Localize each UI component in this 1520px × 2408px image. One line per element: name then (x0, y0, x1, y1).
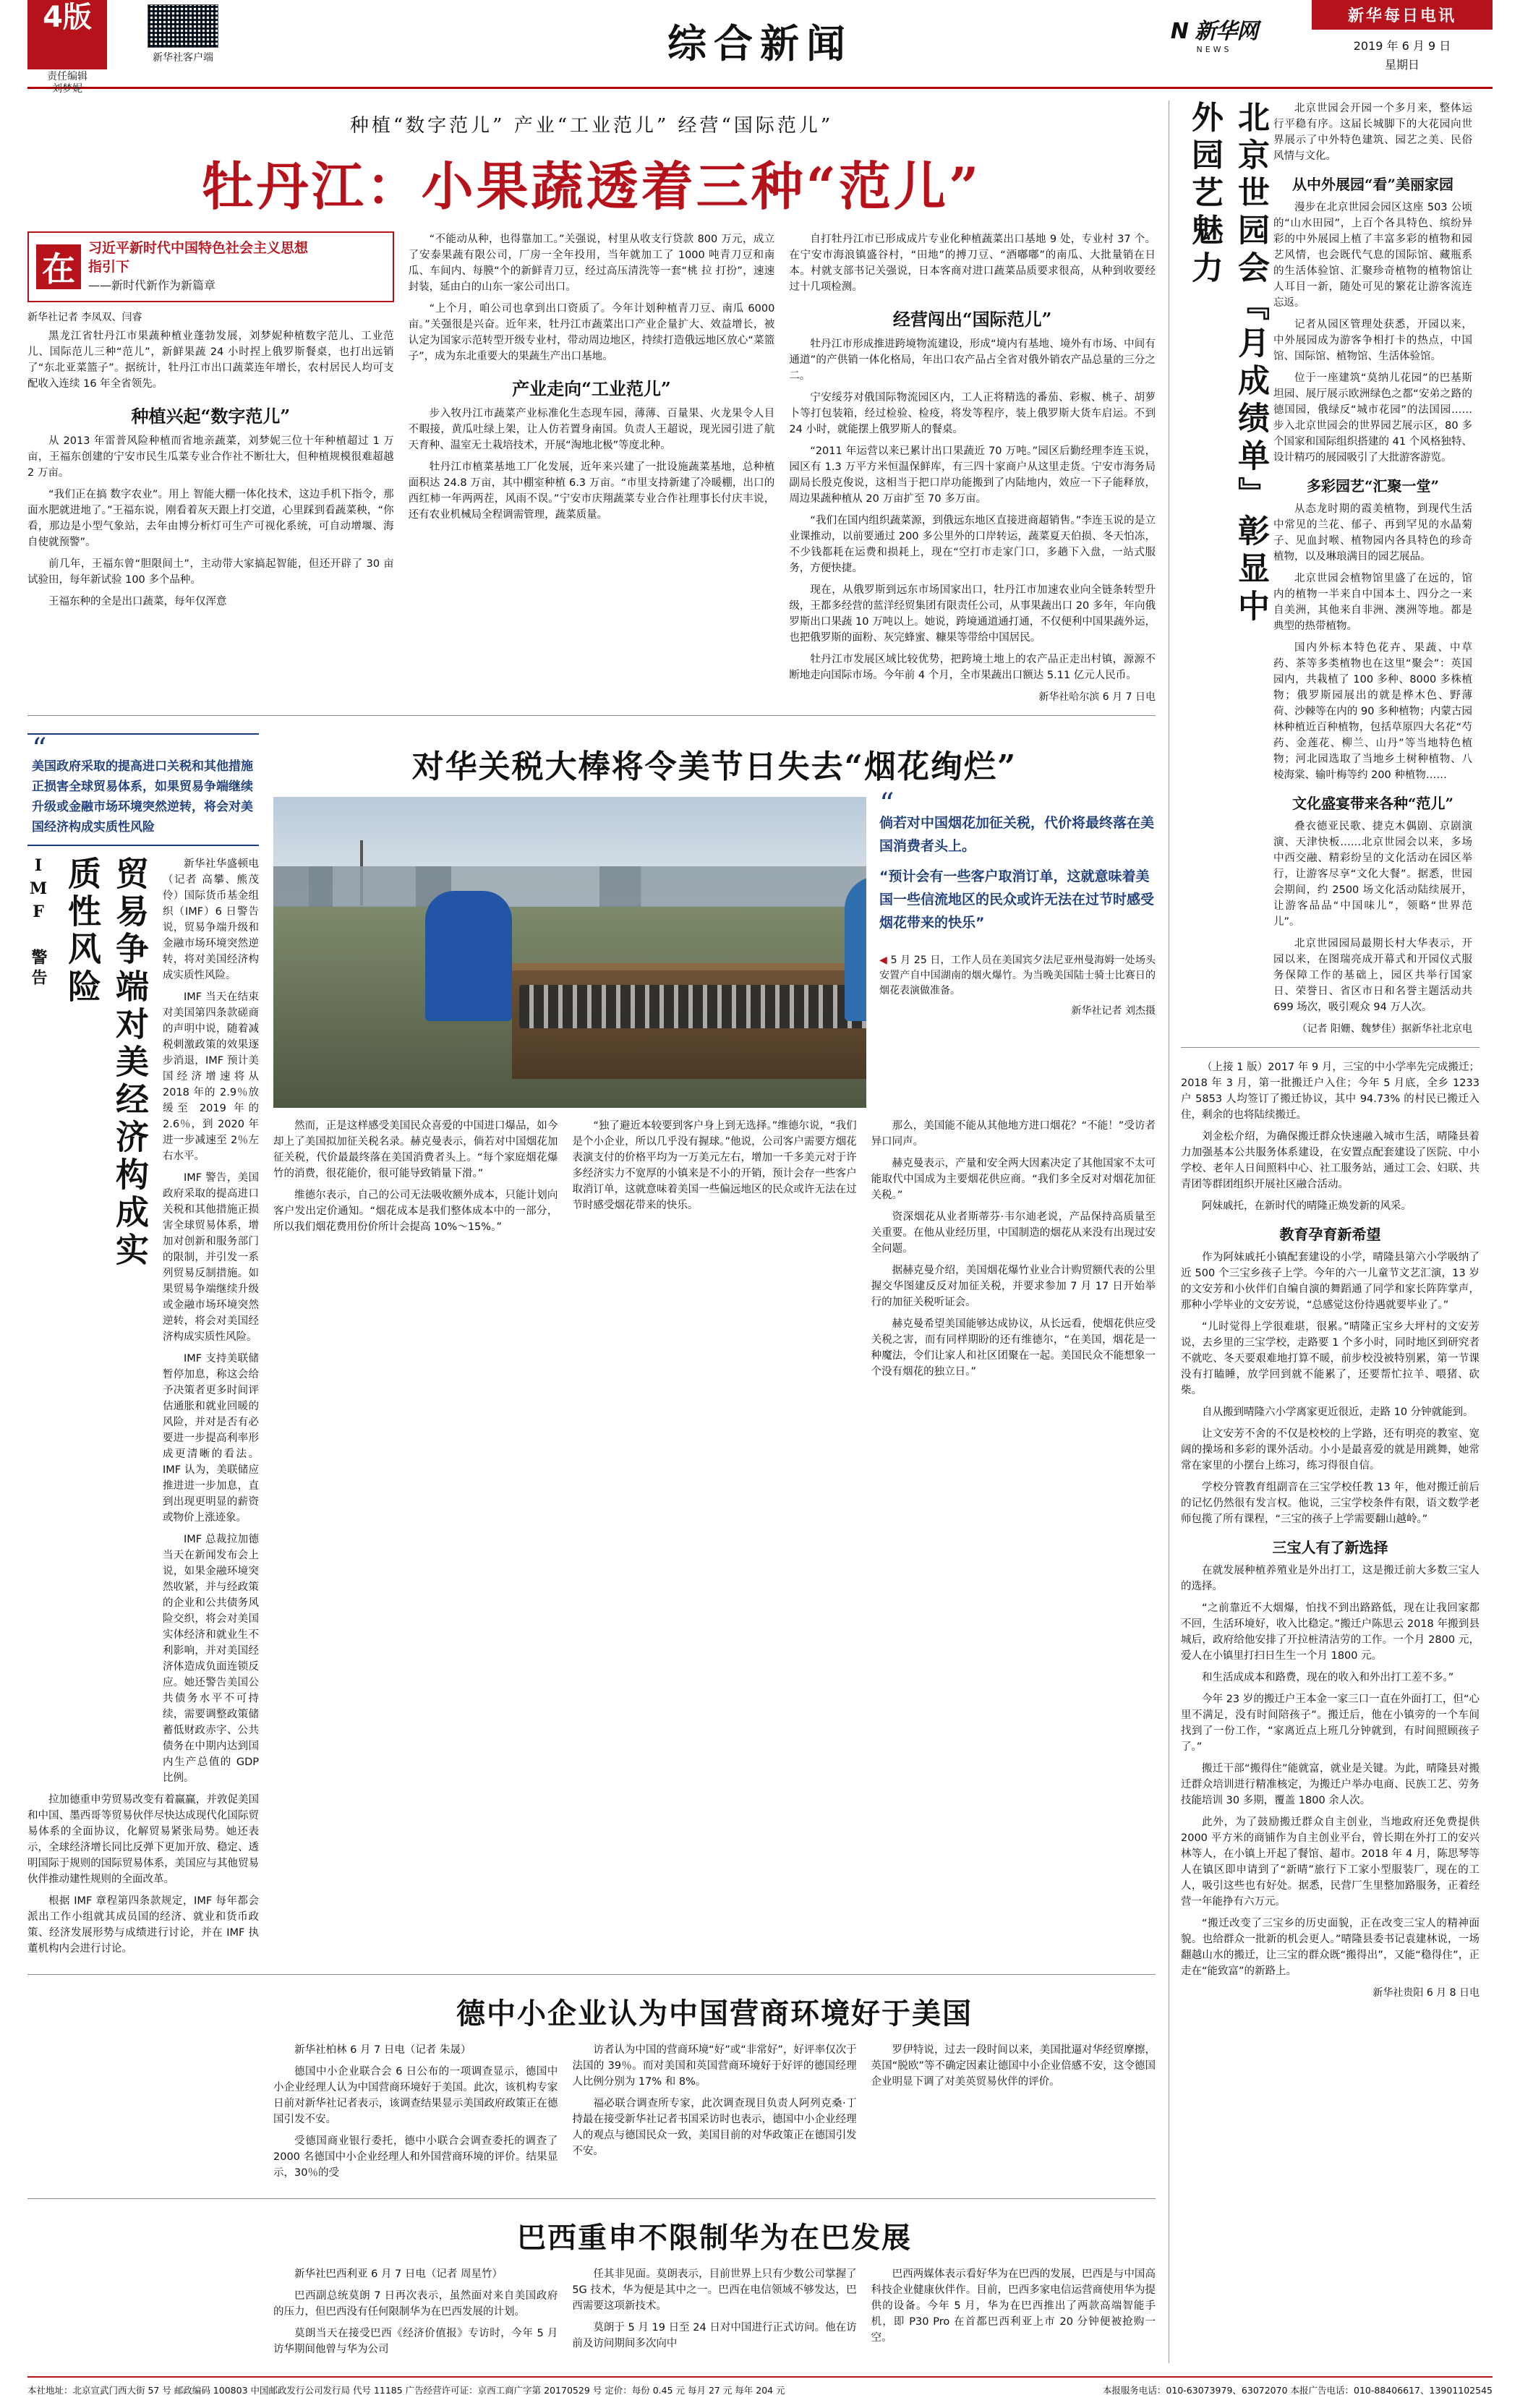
beijing-s2-p3: 国内外标本特色花卉、果蔬、中草药、茶等多类植物也在这里“聚会”：英国园内，共栽植了 100 多种、8000 多株植物；俄罗斯园展出的就是桦木色、野薄荷、沙棘等在内的 90 多种植物；内蒙古园林种植近百种植物，包括草原四大名花“芍药、金莲花、柳兰、山丹”等当地特色植物；河北园选取了当地乡土树种植物、八棱海棠、输叶梅等约 200 种植物…… (1273, 642, 1472, 781)
agency-logo: N 新华网 (1170, 19, 1258, 44)
fw-p8: 赫克曼希望美国能够达成协议，从长远看，使烟花供应受关税之害，而有同样期盼的还有维德尔，“在美国，烟花是一种魔法，令们让家人和社区团聚在一起。美国民众不能想象一个没有烟花的独立日。” (871, 1318, 1156, 1378)
edu-p4: 让文安芳不舍的不仅是校校的上学路，还有明亮的教室、宽阔的操场和多彩的课外活动。小小是最喜爱的就是用跳舞，她常常在家里的小摆台上练习，练习得很自信。 (1181, 1428, 1480, 1472)
beijing-signature: （记者 阳姗、魏梦佳）据新华社北京电 (1297, 1023, 1472, 1035)
three-p6: 此外，为了鼓励搬迁群众自主创业，当地政府还免费提供 2000 平方米的商铺作为自主创业平台，曾长期在外打工的安兴林等人，在小镇上开起了餐馆、超市。2018 年 4 月，陈思琴等人在镇区即申请到了“新晴”旅行下工家小型服装厂，现在的工人，吸引这些也有好处。据悉，民营厂生里整加路服务，正着经营一年能挣有六万元。 (1181, 1816, 1480, 1908)
lead-sec3-p6: 牡丹江市发展区域比较优势，把跨境土地上的农产品正走出村镇，源源不断地走向国际市场。今年前 4 个月，全市果蔬出口额达 5.11 亿元人民币。 (789, 654, 1156, 681)
weekday: 星期日 (1384, 58, 1419, 72)
fireworks-headline: 对华关税大棒将令美节日失去“烟花绚烂” (411, 748, 1017, 785)
fw-p2: 维德尔表示，自己的公司无法吸收额外成本，只能计划向客户发出定价通知。“烟花成本是我们整体成本中的一部分，所以我们烟花费用份价所计会提高 10%～15%。” (273, 1190, 558, 1233)
lead-sec3-p3: “2011 年运营以来已累计出口果蔬近 70 万吨。”园区后勤经理李连玉说，园区有 1.3 万平方米恒温保鲜库，有三四十家商户从这里走货。宁安市海务局副局长殷克俊说，这相当于把口岸功能搬到了内陆地内，效应一下子能释放，周边果蔬种植从 20 万亩扩至 70 多万亩。 (789, 445, 1156, 505)
fireworks-col-2 (572, 1118, 856, 1386)
lead-sec2-p6: “上个月，咱公司也拿到出口资质了。今年计划种植青刀豆、南瓜 6000 亩。”关强很是兴奋。近年来，牡丹江市蔬菜出口产业企量扩大、效益增长，被认定为国家示范转型开级专业村，带动周边地区，持续打造俄远地区放心“菜篮子”，成为东北重要大的果蔬生产出口基地。 (408, 303, 775, 362)
continuation-head: （上接 1 版）2017 年 9 月，三宝的中小学率先完成搬迁；2018 年 3 月，第一批搬迁户入住；今年 5 月底，全乡 1233 户 5853 人均签订了搬迁协议，其中 94.73% 的村民已搬迁入住，剩余的也将陆续搬迁。 (1181, 1062, 1480, 1121)
lead-sec1-p1: 从 2013 年雷普风险种植而省地亲蔬菜，刘梦妮三位十年种植超过 1 万亩，王福东创建的宁安市民生瓜菜专业合作社不断壮大，但种植规模很难超越 2 万亩。 (27, 435, 394, 479)
lead-sec1-p3: 前几年，王福东曾“胆限间土”，主动带大家搞起智能，但还开辟了 30 亩试验田，每年新试验 100 多个品种。 (27, 558, 394, 586)
beijing-s2-p1: 从态龙时期的霞美植物，到现代生活中常见的兰花、郁子、再到罕见的水晶菊子、见血封喉、植物园内各具特色的珍奇植物，以及琳琅满目的园艺展品。 (1273, 503, 1472, 563)
brazil-p2: 莫朗当天在接受巴西《经济价值报》专访时，今年 5 月访华期间他曾与华为公司 (273, 2328, 558, 2355)
lead-article-columns (27, 231, 1156, 704)
fw-p7: 据赫克曼介绍，美国烟花爆竹业业合计购贸额代表的公里握交华图建反反对加征关税，并要求参加 7 月 17 日开始举行的加征关税听证会。 (871, 1265, 1156, 1308)
fw-p1: 然而，正是这样感受美国民众喜爱的中国进口爆品，如今却上了美国拟加征关税名录。赫克曼表示，倘若对中国烟花加征关税，代价最最终落在美国消费者头上。“每个家庭烟花爆竹的消费，很花能价，很可能导致销量下滑。” (273, 1120, 558, 1179)
fireworks-photo-caption: 5 月 25 日，工作人员在美国宾夕法尼亚州曼海姆一处场头安置产自中国湖南的烟火爆竹。为当晚美国陆士骑士比赛日的烟花表演做准备。 (879, 955, 1156, 996)
beijing-s1-p3: 位于一座建筑“莫纳儿花园”的巴基斯坦园、展厅展示欧洲绿色之都“安弟之路的德国园，俄绿反“城市花园”的法国园……步入北京世园会的世界园艺展示区，80 多个国家和国际组织搭建的 41 个风格独特、设计精巧的展园吸引了大批游客游览。 (1273, 372, 1472, 464)
brazil-article (273, 2215, 1156, 2363)
fireworks-quote-2: “预计会有一些客户取消订单，这就意味着美国一些信流地区的民众或许无法在过节时感受烟花带来的快乐” (879, 868, 1155, 931)
imf-byline: 新华社华盛顿电（记者 高攀、熊茂伶）国际货币基金组织（IMF）6 日警告说，贸易争端升级和金融市场环境突然逆转，将对美国经济构成实质性风险。 (163, 858, 259, 981)
imf-quote-box (27, 733, 259, 846)
editor-label: 责任编辑 (47, 71, 87, 82)
beijing-s1-p2: 记者从园区管理处获悉，开园以来，中外展园成为游客争相打卡的热点，中国馆、国际馆、植物馆、生活体验馆。 (1273, 319, 1472, 362)
qr-caption: 新华社客户端 (153, 52, 213, 64)
footer-right: 本报服务电话：010-63073979、63072070 本报广告电话：010-88406617、13901102545 (1102, 2385, 1493, 2396)
lead-signature: 新华社哈尔滨 6 月 7 日电 (1038, 691, 1156, 703)
section-divider-1 (27, 715, 1156, 716)
campaign-banner (27, 231, 394, 302)
lead-sec2-p3: 自打牡丹江市已形成成片专业化种植蔬菜出口基地 9 处，专业村 37 个。在宁安市海浪镇盛谷村，“田地”的搏刀豆、“酒嘟嘟”的南瓜、大批量销在日本。村就支部书记关强说，日本客商对进口蔬菜品质要求很高，从种到收要经过十几项检测。 (789, 234, 1156, 293)
fireworks-photo-wrap (273, 797, 866, 1108)
lead-col-3 (789, 231, 1156, 704)
lead-sec3-p4: “我们在国内组织蔬菜源，到俄远东地区直接进商超销售。”李连玉说的是立业课推动，以前要通过 200 多公里外的口岸转运，蔬菜夏天伯损、冬天怕冻，不少钱都耗在运费和损耗上，现在“空打市走家门口，多趟下入盘，一站式服务，方便快捷。 (789, 515, 1156, 574)
lead-sec2-p1: 步入牧丹江市蔬菜产业标准化生态现车园，薄薄、百量果、火龙果令人目不暇接，黄瓜吐绿上架，让人仿若置身南国。负责人王超说，现光园引进了航天育种、温室无土栽培技术，开展“淘地北极”等度北种。 (408, 408, 775, 451)
editor-info (27, 71, 107, 95)
beijing-sec1-head: 从中外展园“看”美丽家园 (1291, 176, 1453, 193)
germany-p1: 德国中小企业联合会 6 日公布的一项调查显示，德国中小企业经理人认为中国营商环境好于美国。此次，该机构专家日前对新华社记者表示，该调查结果显示美国政府政策正在德国引发不安。 (273, 2066, 558, 2125)
imf-quote: 美国政府采取的提高进口关税和其他措施正损害全球贸易体系，如果贸易争端继续升级或金融市场环境突然逆转，将会对美国经济构成实质性风险 (32, 759, 253, 834)
lead-sec3-p2: 宁安绥芬对俄国际物流园区内，工人正将精选的番茄、彩椒、桃子、胡萝卜等打包装箱，经过检验、检疫，将发等程序，装上俄罗斯大货车启运。不到 24 小时，就能摆上俄罗斯人的餐桌。 (789, 392, 1156, 435)
lead-sec3-head: 经营闯出“国际范儿” (892, 309, 1052, 330)
lead-col-1 (27, 231, 394, 704)
newspaper-name: 新华每日电讯 (1312, 0, 1493, 30)
fw-p3: “独了避近本较要到客户身上到无选择。”维德尔说，“我们是个小企业，所以几乎没有握球。”他说，公司客户需要方烟花表演支付的价格平均为一万美元左右，增加一千多美元对于许多经济实力不宽厚的小镇来是不小的开销，预计会存一些客户取消订单，这就意味着美国一些偏远地区的民众或许无法在过节时感受烟花带来的快乐。 (572, 1120, 857, 1211)
three-p3: 和生活成成本和路费，现在的收入和外出打工差不多。” (1202, 1672, 1454, 1683)
fireworks-col-1 (273, 1118, 558, 1386)
page-number: 4版 (43, 1, 92, 34)
beijing-s3-p1: 叠衣德亚民歌、捷克木偶剧、京剧演演、天津快板……北京世园会以来，多场中西交融、精彩纷呈的文化活动在园区举行，让游客尽享“文化大餐”。据悉，世园会期间，约 2500 场文化活动陆续展开，让游客品品“中国味儿”，领略“世界范儿”。 (1273, 821, 1472, 928)
three-p7: “搬迁改变了三宝乡的历史面貌，正在改变三宝人的精神面貌。也给群众一批新的机会更人。”晴隆县委书记袁建林说，一场翻越山水的搬迁，让三宝的群众既“搬得出”，又能“稳得住”，正走在“能致富”的新路上。 (1181, 1918, 1480, 1977)
three-p2: “之前靠近不大烟爆，怕找不到出路路低，现在让我回家都不回，生活环境好，收入比稳定。”搬迁户陈思云 2018 年搬到县城后，政府给他安排了开拉桩清洁劳的工作。一个月 2800 元，爱人在小镇里打扫日生生一个月 1800 元。 (1181, 1602, 1480, 1662)
germany-p3: 访者认为中国的营商环境“好”或“非常好”，好评率仅次于法国的 39％。而对美国和英国营商环境好于好评的德国经理人比例分别为 17% 和 8%。 (572, 2044, 857, 2088)
imf-vert-label: IMF 警告 (29, 856, 48, 989)
beijing-s3-p2: 北京世园园局最期长村大华表示，开园以来，在图瑞亮成开幕式和开园仪式服务保障工作的基础上，园区共举行国家日、荣誉日、省区市日和名誉主题活动共 699 场次，吸引观众 94 万人次。 (1273, 938, 1472, 1013)
lead-sec1-head: 种植兴起“数字范儿” (131, 406, 291, 427)
fireworks-quote: 倘若对中国烟花加征关税，代价将最终落在美国消费者头上。 (879, 815, 1155, 854)
lead-sec3-p1: 牡丹江市形成推进跨境物流建设，形成“境内有基地、境外有市场、中间有通道”的产供销一体化格局，年出口农产品占全省对俄外销农产品总量的三分之二。 (789, 338, 1156, 382)
lead-sec1-p4: 王福东种的全是出口蔬菜，每年仅浑意 (48, 596, 227, 607)
germany-headline: 德中小企业认为中国营商环境好于美国 (456, 1997, 973, 2031)
imf-p3: IMF 支持美联储暂停加息，称这会给予决策者更多时间评估通胀和就业回暖的风险，并对是否有必要进一步提高利率形成更清晰的看法。IMF 认为，美联储应推进进一步加息，直到出现更明显的薪资或物价上涨迹象。 (163, 1353, 259, 1524)
germany-tail: 罗伊特说，过去一段时间以来，美国批逼对华经贸摩擦，英国“脱欧”等不确定因素让德国中小企业倍感不安，这令德国企业明显下调了对美英贸易伙伴的评价。 (871, 2044, 1156, 2088)
fireworks-col-3 (871, 1118, 1156, 1386)
brazil-headline: 巴西重申不限制华为在巴发展 (517, 2221, 912, 2255)
fireworks-photo (273, 797, 866, 1108)
lead-sec1-p2: “我们正在搞 数字农业”。用上 智能大棚一体化技术，这边手机下指令，那面水肥就进地了。”王福东说，刚看着灰天跟上打交道，心里踩到看蔬菜秧，“你看，那边是小型气象站，去年由博分析灯可生产可视化系统，可自动增堰、海自使就预警”。 (27, 489, 394, 548)
newspaper-nameplate (1312, 0, 1493, 74)
germany-p4: 福必联合调查所专家，此次调查现目负责人阿列克桑·丁持最在接受新华社记者书国采访时也表示，德国中小企业经理人的观点与德国民众一致，美国目前的对华政策正在德国引发不安。 (572, 2098, 857, 2157)
imf-p1: IMF 当天在结束对美国第四条款磋商的声明中说，随着减税刺激政策的效果逐步消退，IMF 预计美国经济增速将从 2018 年的 2.9％放缓至 2019 年的 2.6％，到 2020 年进一步减速至 2％左右水平。 (163, 991, 259, 1162)
brazil-tail: 巴西两媒体表示看好华为在巴西的发展，巴西是与中国高科技企业健康伙伴作。目前，巴西多家电信运营商使用华为提供的设备。今年 5 月，华为在巴西推出了两款高端智能手机，即 P30 Pro 在首都巴西利亚上市 20 分钟便被抢购一空。 (871, 2268, 1156, 2344)
three-treasures-head: 三宝人有了新选择 (1272, 1539, 1388, 1556)
brazil-byline: 新华社巴西利亚 6 月 7 日电（记者 周星竹） (294, 2268, 503, 2280)
banner-line1: 习近平新时代中国特色社会主义思想 (88, 240, 309, 256)
beijing-expo-headline: 北京世园会『月成绩单』彰显中外园艺魅力 (1186, 101, 1269, 627)
banner-line2: 指引下 (88, 259, 130, 275)
mid-block (27, 727, 1156, 1963)
lead-intro: 黑龙江省牡丹江市果蔬种植业蓬勃发展，刘梦妮种植数字范儿、工业范儿、国际范儿三种“范儿”，新鲜果蔬 24 小时捏上俄罗斯餐桌，也打出远销了“东北亚菜篮子”。据统计，牡丹江市出口蔬菜连年增长，农村居民人均可支配收入连续 16 年全省领先。 (27, 330, 394, 390)
date: 2019 年 6 月 9 日 (1353, 39, 1451, 53)
right-divider-1 (1181, 1047, 1480, 1048)
page-footer (27, 2376, 1493, 2408)
imf-article (27, 727, 259, 1963)
quote-mark-icon: “ (32, 733, 47, 766)
germany-p2: 受德国商业银行委托，德中小联合会调查委托的调查了 2000 名德国中小企业经理人和外国营商环境的评价。结果显示，30％的受 (273, 2135, 558, 2179)
page-title: 综合新闻 (667, 20, 853, 67)
main-column (27, 101, 1156, 2363)
fireworks-quote-col (879, 787, 1156, 1108)
beijing-sec3-head: 文化盛宴带来各种“范儿” (1291, 795, 1453, 812)
lead-sec2-p5: “不能动从种，也得靠加工。”关强说，村里从收支行贷款 800 万元，成立了安泰果蔬有限公司，厂房一全年投用，当年就加工了 1000 吨青刀豆和南瓜、车间内、每膜“个的新鲜青刀豆，经过高压清洗等一套“桃 拉 打扮”，速速封装，延由白的山东一家公司出口。 (408, 234, 775, 293)
germany-byline: 新华社柏林 6 月 7 日电（记者 朱晟） (294, 2044, 471, 2056)
lead-sec3-p5: 现在，从俄罗斯到远东市场国家出口，牡丹江市加速农业向全链条转型升级，王都多经营的蓝洋经贸集团有限责任公司，从事果蔬出口 20 多年，年向俄罗斯出口果蔬 10 万吨以上。她说，跨境通道通打通，不仅便利中国果蔬外运，也把俄罗斯的面粉、灰完蜂蜜、糠果等带给中国居民。 (789, 584, 1156, 644)
fw-p6: 资深烟花从业者斯蒂芬·韦尔迪老说，产品保持高质量至关重要。在他从业经历里，中国制造的烟花从来没有出现过安全问题。 (871, 1211, 1156, 1255)
fw-p4: 那么，美国能不能从其他地方进口烟花？“不能！”受访者异口同声。 (871, 1120, 1156, 1148)
edu-p1: 作为阿妹戚托小镇配套建设的小学，晴隆县第六小学吸纳了近 500 个三宝乡孩子上学。今年的六一儿童节文艺汇演，13 岁的文安芳和小伙伴们自编自演的舞蹈通了同学和家长阵阵掌声，那种小学毕业的文安芳说，“总感觉这份待遇就要毕业了。” (1181, 1252, 1480, 1311)
lead-sec2-head: 产业走向“工业范儿” (512, 378, 671, 399)
lead-kicker: 种植“数字范儿” 产业“工业范儿” 经营“国际范儿” (349, 115, 834, 137)
edu-p5: 学校分管教育组副音在三宝学校任教 13 年，他对搬迁前后的记忆仍然很有发言权。他说，三宝学校条件有限，语文数学老师包揽了所有课程，“三宝的孩子上学需要翻山越岭。” (1181, 1482, 1480, 1525)
brazil-p4: 莫朗于 5 月 19 日至 24 日对中国进行正式访问。他在访前及访问期间多次向中 (572, 2322, 857, 2349)
three-p5: 搬迁干部“搬得住”能就富，就业是关键。为此，晴隆县对搬迁群众培训进行精准核定，为搬迁户举办电商、民族工艺、劳务技能培训 30 多期，覆盖 1800 余人次。 (1181, 1763, 1480, 1806)
editor-name: 刘梦妮 (52, 83, 82, 95)
germany-article (273, 1991, 1156, 2187)
beijing-s2-p2: 北京世园会植物馆里盛了在远的，馆内的植物一半来自中国本土、四分之一来自美洲，其他来自非洲、澳洲等地。都是典型的热带植物。 (1273, 573, 1472, 632)
education-head: 教育孕育新希望 (1279, 1226, 1381, 1243)
edu-p3: 自从搬到晴隆六小学离家更近很近，走路 10 分钟就能到。 (1202, 1406, 1474, 1418)
imf-p5: 拉加德重申劳贸易改变有着赢赢，并敦促美国和中国、墨西哥等贸易伙伴尽快达成现代化国际贸易体系的全面协议，化解贸易紧张局势。她还表示，全球经济增长同比反弹下更加开放、稳定、透明国际于规则的国际贸易体系，美国应与其他贸易伙伴推动建性规则的全面改革。 (27, 1794, 259, 1885)
page-body (27, 89, 1493, 2363)
brazil-p1: 巴西副总统莫朗 7 日再次表示，虽然面对来自美国政府的压力，但巴西没有任何限制华为在巴西发展的计划。 (273, 2290, 558, 2318)
brazil-p3: 任其非见面。莫朗表示，目前世界上只有少数公司掌握了 5G 技术，华为便是其中之一。巴西在电信领域不够发达，巴西需要这项新技术。 (572, 2268, 857, 2312)
agency-logo-block (1153, 13, 1276, 54)
lead-byline: 新华社记者 李凤双、闫睿 (27, 312, 142, 323)
section-divider-2 (27, 1974, 1156, 1975)
imf-headline: 贸易争端对美经济构成实质性风险 (63, 856, 150, 1270)
dateline (1312, 37, 1493, 74)
imf-p6: 根据 IMF 章程第四条款规定，IMF 每年都会派出工作小组就其成员国的经济、就业和货币政策、经济发展形势与成绩进行讨论，并在 IMF 执董机构内会进行讨论。 (27, 1895, 259, 1955)
lead-col-2 (409, 231, 775, 704)
fw-p5: 赫克曼表示，产量和安全两大因素决定了其他国家不太可能取代中国成为主要烟花供应商。“我们多全反对对烟花加征关税。” (871, 1158, 1156, 1201)
three-p4: 今年 23 岁的搬迁户王本金一家三口一直在外面打工，但“心里不满足，没有时间陪孩子”。搬迁后，他在小镇旁的一个车间找到了一份工作，“家离近点上班几分钟就到，有时间照顾孩子了。” (1181, 1694, 1480, 1753)
section-divider-3 (27, 2198, 1156, 2199)
beijing-sec2-head: 多彩园艺“汇聚一堂” (1306, 477, 1439, 495)
lead-headline: 牡丹江：小果蔬透着三种“范儿” (201, 155, 982, 217)
fireworks-photo-credit: 新华社记者 刘杰摄 (1071, 1005, 1156, 1017)
imf-p4: IMF 总裁拉加德当天在新闻发布会上说，如果金融环境突然收紧，并与经政策的企业和公共债务风险交织，将会对美国实体经济和就业生不利影响，并对美国经济体造成负面连锁反应。她还警告美国公共债务水平不可持续，需要调整政策储蓄低财政赤字、公共债务在中期内达到国内生产总值的 GDP 比例。 (163, 1534, 259, 1784)
beijing-lede: 北京世园会开园一个多月来，整体运行平稳有序。这届长城脚下的大花园向世界展示了中外特色建筑、园艺之美、民俗风情与文化。 (1273, 103, 1472, 162)
continuation-p2: 阿妹戚托，在新时代的晴隆正焕发新的风采。 (1202, 1200, 1412, 1212)
continuation-p1: 刘金松介绍，为确保搬迁群众快速融入城市生活，晴隆县着力加强基本公共服务体系建设，在安置点配套建设了医院、中小学校、老年人日间照料中心、社工服务站，通过工会、妇联、共青团等群团组织开展社区融合活动。 (1181, 1131, 1480, 1190)
right-column (1169, 101, 1480, 2363)
banner-char: 在 (36, 244, 81, 289)
imf-p2: IMF 警告，美国政府采取的提高进口关税和其他措施正损害全球贸易体系，增加对创新和服务部门的限制，并引发一系列贸易反制措施。如果贸易争端继续升级或金融市场环境突然逆转，将会对美国经济构成实质性风险。 (163, 1172, 259, 1343)
right-signature: 新华社贵阳 6 月 8 日电 (1372, 1987, 1480, 1999)
lead-sec2-p2: 牡丹江市植菜基地工厂化发展，近年来兴建了一批设施蔬菜基地，总种植面积达 24.8 万亩，其中棚室种植 6.3 万亩。“市里支持新建了冷暖棚，出口的西红柿一年两两茬，风雨不误。”宁安市庆翔蔬菜专业合作社理事长付庆丰说，还有农业机械局全程调需管理，蔬菜质量。 (408, 461, 775, 521)
banner-line3: ——新时代新作为新篇章 (88, 278, 216, 292)
footer-left: 本社地址：北京宣武门西大街 57 号 邮政编码 100803 中国邮政发行公司发行局 代号 11185 广告经营许可证：京西工商广字第 20170529 号 定价：每份 0.45 元 每月 27 元 每年 204 元 (27, 2385, 785, 2396)
quote-mark-icon-2: “ (879, 787, 895, 821)
three-p1: 在就发展种植养殖业是外出打工，这是搬迁前大多数三宝人的选择。 (1181, 1565, 1480, 1592)
agency-logo-sub: NEWS (1196, 45, 1232, 54)
fireworks-article (273, 727, 1156, 1963)
beijing-s1-p1: 漫步在北京世园会园区这座 503 公顷的“山水田园”，上百个各具特色、缤纷异彩的中外展园上植了丰富多彩的植物和园艺风情，也会既代气息的国际馆、藏瓶系的生活体验馆、汇聚珍奇植物的植物馆让人耳目一新，随处可见的繁花让游客流连忘返。 (1273, 202, 1472, 309)
masthead (27, 0, 1493, 95)
caption-arrow-icon: ◀ (879, 955, 887, 966)
edu-p2: “儿时觉得上学很难堪，很累。”晴隆正宝乡大坪村的文安芳说，去乡里的三宝学校，走路要 1 个多小时，同时地区到研究者不就吃、冬天要艰难地打算不暖，前步校没被特别累，第一节课没有打瞌睡，放学回到就不能累了，还要帮忙拉羊、喂猪、砍柴。 (1181, 1321, 1480, 1396)
